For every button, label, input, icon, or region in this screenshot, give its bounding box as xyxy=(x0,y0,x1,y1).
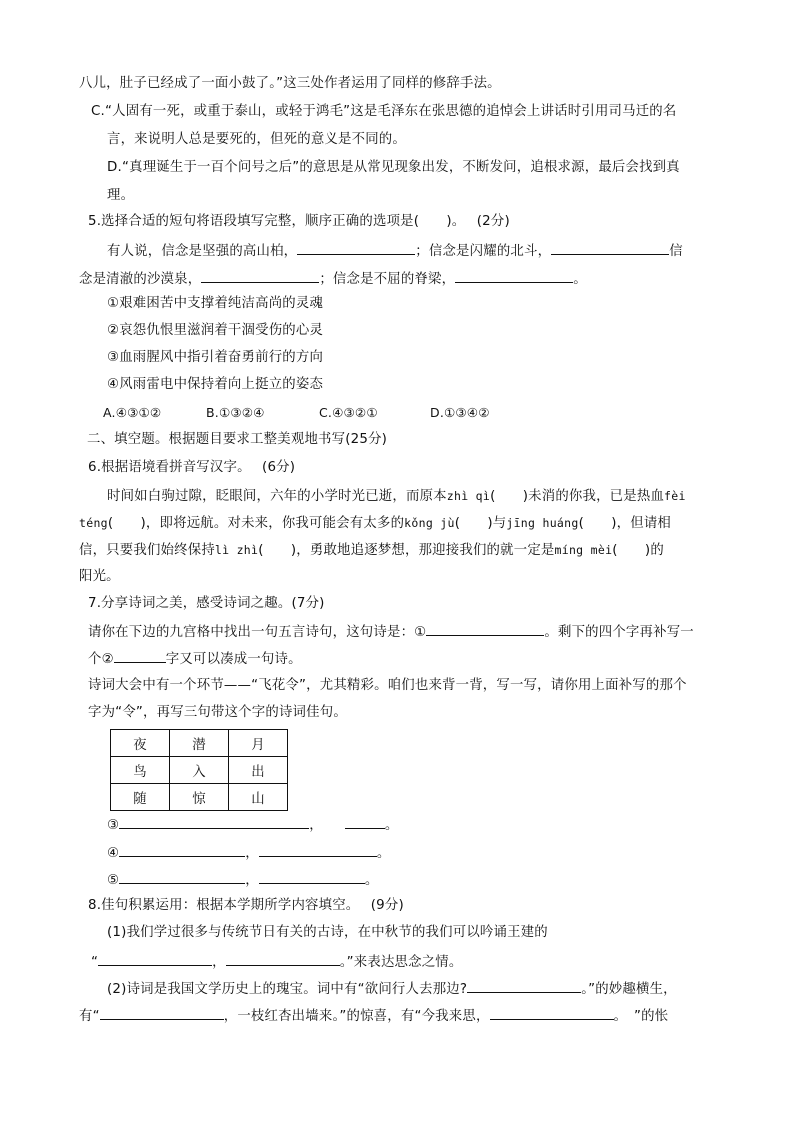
answer-blank[interactable] xyxy=(226,951,340,966)
blank-3[interactable] xyxy=(201,268,319,283)
option-d: D.“真理诞生于一百个问号之后”的意思是从常见现象出发，不断发问，追根求源，最后会找到真 xyxy=(107,160,680,175)
question-8-item1-blanks: “ ， 。”来表达思念之情。 xyxy=(91,951,463,973)
answer-blank[interactable] xyxy=(467,978,581,993)
grid-row xyxy=(111,730,288,757)
question-7-title: 7.分享诗词之美，感受诗词之趣。(7分) xyxy=(88,596,325,611)
grid-cell: 月 xyxy=(229,730,288,757)
grid-cell: 夜 xyxy=(111,730,170,757)
question-7-line2: 个② 字又可以凑成一句诗。 xyxy=(88,648,302,670)
question-7-line3: 诗词大会中有一个环节——“飞花令”，尤其精彩。咱们也来背一背，写一写，请你用上面补写的那个 xyxy=(88,678,687,693)
question-5-title: 5.选择合适的短句将语段填写完整，顺序正确的选项是( )。 (2分) xyxy=(88,214,510,229)
nine-grid xyxy=(110,729,288,811)
blank-1[interactable] xyxy=(297,240,415,255)
section-2-heading: 二、填空题。根据题目要求工整美观地书写(25分) xyxy=(87,432,388,447)
sentence-option-2: ②哀怨仇恨里滋润着干涸受伤的心灵 xyxy=(107,323,324,338)
choice-b[interactable]: B.①③②④ xyxy=(206,405,265,420)
blank-2[interactable] xyxy=(551,240,669,255)
poem-answer-3: ③ ， 。 xyxy=(107,814,398,836)
question-6-title: 6.根据语境看拼音写汉字。 (6分) xyxy=(88,460,296,475)
question-5-passage-line1: 有人说，信念是坚强的高山柏， ；信念是闪耀的北斗， 信 xyxy=(107,240,683,262)
choice-c[interactable]: C.④③②① xyxy=(319,405,378,420)
option-c-cont: 言，来说明人总是要死的，但死的意义是不同的。 xyxy=(107,132,406,147)
sentence-option-4: ④风雨雷电中保持着向上挺立的姿态 xyxy=(107,377,324,392)
answer-blank[interactable] xyxy=(259,842,377,857)
grid-cell: 鸟 xyxy=(111,757,170,784)
question-7-line1: 请你在下边的九宫格中找出一句五言诗句，这句诗是：① 。剩下的四个字再补写一 xyxy=(88,621,694,643)
grid-cell: 入 xyxy=(170,757,229,784)
answer-blank[interactable] xyxy=(119,814,309,829)
question-8-item2-cont: 有“ ，一枝红杏出墙来。”的惊喜，有“今我来思， 。 ”的怅 xyxy=(79,1005,668,1027)
choice-a[interactable]: A.④③①② xyxy=(103,405,162,420)
answer-blank[interactable] xyxy=(119,869,245,884)
poem-answer-5: ⑤ ， 。 xyxy=(107,869,378,891)
poem-answer-4: ④ ， 。 xyxy=(107,842,390,864)
grid-cell: 随 xyxy=(111,784,170,811)
answer-choices xyxy=(103,403,490,423)
grid-cell: 惊 xyxy=(170,784,229,811)
question-6-line1: 时间如白驹过隙，眨眼间，六年的小学时光已逝，而原本zhì qì( )未消的你我，已是热血fèi xyxy=(107,489,686,504)
grid-row xyxy=(111,784,288,811)
answer-blank[interactable] xyxy=(490,1005,614,1020)
grid-cell: 出 xyxy=(229,757,288,784)
question-6-line4: 阳光。 xyxy=(79,569,120,584)
choice-d[interactable]: D.①③④② xyxy=(430,405,490,420)
question-6-line2: téng( )，即将远航。对未来，你我可能会有太多的kǒng jù( )与jīng huáng( )，但请相 xyxy=(79,516,672,531)
grid-cell: 山 xyxy=(229,784,288,811)
sentence-option-1: ①艰难困苦中支撑着纯洁高尚的灵魂 xyxy=(107,296,324,311)
question-8-item1: (1)我们学过很多与传统节日有关的古诗，在中秋节的我们可以吟诵王建的 xyxy=(107,925,548,940)
answer-blank[interactable] xyxy=(100,1005,224,1020)
grid-cell: 潜 xyxy=(170,730,229,757)
answer-blank[interactable] xyxy=(259,869,365,884)
question-6-line3: 信，只要我们始终保持lì zhì( )，勇敢地追逐梦想，那迎接我们的就一定是míng mèi( )的 xyxy=(79,543,664,558)
answer-blank[interactable] xyxy=(345,814,385,829)
question-5-passage-line2: 念是清澈的沙漠泉， ；信念是不屈的脊梁， 。 xyxy=(79,268,587,290)
sentence-option-3: ③血雨腥风中指引着奋勇前行的方向 xyxy=(107,350,324,365)
question-7-line4: 字为“令”，再写三句带这个字的诗词佳句。 xyxy=(88,705,347,720)
question-8-title: 8.佳句积累运用：根据本学期所学内容填空。 (9分) xyxy=(88,898,404,913)
answer-blank[interactable] xyxy=(119,842,245,857)
answer-blank[interactable] xyxy=(98,951,212,966)
option-d-cont: 理。 xyxy=(107,188,135,203)
blank-4[interactable] xyxy=(455,268,573,283)
option-c: C.“人固有一死，或重于泰山，或轻于鸿毛”这是毛泽东在张思德的追悼会上讲话时引用司马迁的名 xyxy=(91,104,677,119)
question-8-item2: (2)诗词是我国文学历史上的瑰宝。词中有“欲问行人去那边? 。”的妙趣横生， xyxy=(107,978,677,1000)
option-b-tail: 八儿，肚子已经成了一面小鼓了。”这三处作者运用了同样的修辞手法。 xyxy=(79,76,501,91)
grid-row xyxy=(111,757,288,784)
poem-line-blank[interactable] xyxy=(426,621,544,636)
character-blank[interactable] xyxy=(114,648,166,663)
